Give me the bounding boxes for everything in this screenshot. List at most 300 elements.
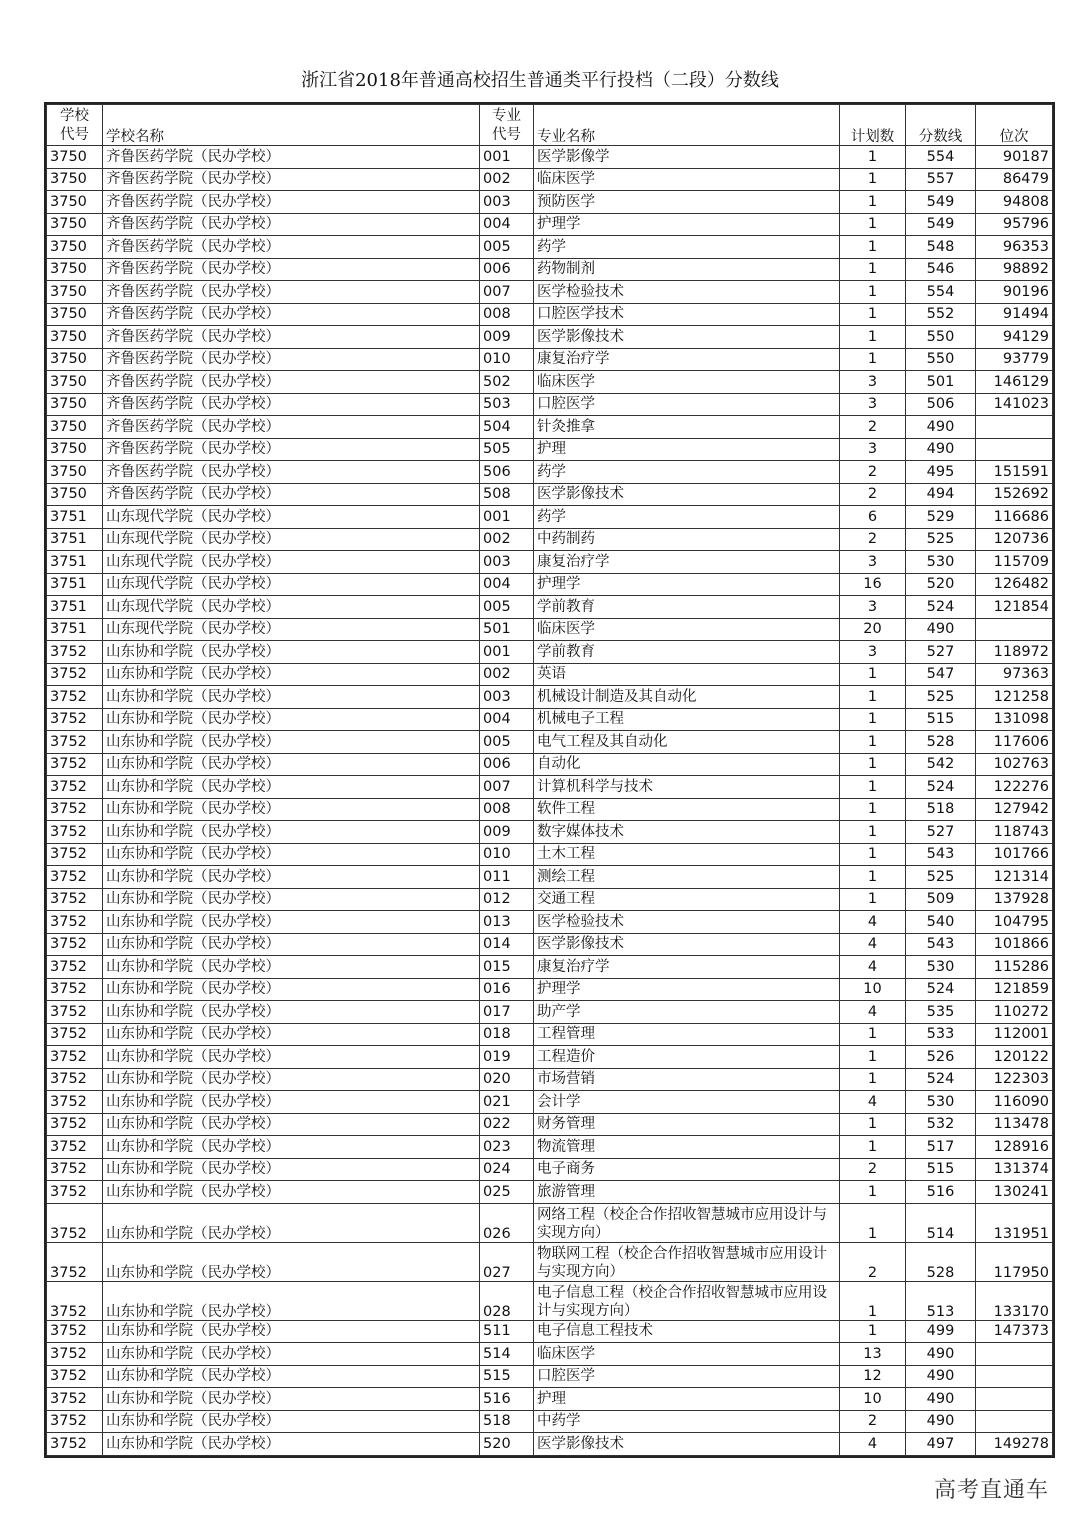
cell-score: 530 bbox=[906, 956, 976, 979]
cell-school-code: 3752 bbox=[47, 1136, 103, 1159]
cell-plan: 2 bbox=[840, 528, 906, 551]
cell-plan: 1 bbox=[840, 258, 906, 281]
cell-score: 527 bbox=[906, 641, 976, 664]
cell-school-name: 齐鲁医药学院（民办学校） bbox=[103, 168, 480, 191]
cell-plan: 1 bbox=[840, 708, 906, 731]
cell-school-code: 3752 bbox=[47, 708, 103, 731]
cell-school-name: 山东现代学院（民办学校） bbox=[103, 596, 480, 619]
cell-score: 513 bbox=[906, 1281, 976, 1320]
header-major-code: 专业 代号 bbox=[480, 105, 534, 146]
cell-school-code: 3751 bbox=[47, 528, 103, 551]
header-score: 分数线 bbox=[906, 105, 976, 146]
cell-rank: 120736 bbox=[976, 528, 1053, 551]
cell-school-name: 山东协和学院（民办学校） bbox=[103, 1113, 480, 1136]
cell-plan: 1 bbox=[840, 843, 906, 866]
cell-major-name: 数字媒体技术 bbox=[534, 821, 840, 844]
cell-major-code: 024 bbox=[480, 1158, 534, 1181]
cell-major-name: 医学影像技术 bbox=[534, 933, 840, 956]
cell-score: 501 bbox=[906, 371, 976, 394]
cell-major-name: 临床医学 bbox=[534, 618, 840, 641]
header-rank: 位次 bbox=[976, 105, 1053, 146]
table-row bbox=[47, 1023, 1053, 1046]
cell-plan: 1 bbox=[840, 753, 906, 776]
table-row bbox=[47, 146, 1053, 169]
cell-major-code: 514 bbox=[480, 1343, 534, 1366]
cell-major-code: 008 bbox=[480, 798, 534, 821]
cell-school-name: 山东协和学院（民办学校） bbox=[103, 1242, 480, 1281]
cell-rank bbox=[976, 1388, 1053, 1411]
cell-rank: 121258 bbox=[976, 686, 1053, 709]
cell-plan: 1 bbox=[840, 281, 906, 304]
table-row bbox=[47, 708, 1053, 731]
cell-school-name: 齐鲁医药学院（民办学校） bbox=[103, 281, 480, 304]
cell-school-name: 齐鲁医药学院（民办学校） bbox=[103, 258, 480, 281]
cell-major-code: 001 bbox=[480, 506, 534, 529]
cell-major-code: 006 bbox=[480, 258, 534, 281]
table-row bbox=[47, 663, 1053, 686]
cell-score: 524 bbox=[906, 1068, 976, 1091]
cell-score: 529 bbox=[906, 506, 976, 529]
cell-major-name: 计算机科学与技术 bbox=[534, 776, 840, 799]
table-row bbox=[47, 1001, 1053, 1024]
table-row bbox=[47, 956, 1053, 979]
cell-major-name: 市场营销 bbox=[534, 1068, 840, 1091]
header-major-name: 专业名称 bbox=[534, 105, 840, 146]
cell-major-name: 软件工程 bbox=[534, 798, 840, 821]
cell-rank: 130241 bbox=[976, 1181, 1053, 1204]
cell-major-name: 财务管理 bbox=[534, 1113, 840, 1136]
cell-plan: 1 bbox=[840, 213, 906, 236]
cell-school-code: 3750 bbox=[47, 326, 103, 349]
cell-school-name: 山东协和学院（民办学校） bbox=[103, 776, 480, 799]
table-row bbox=[47, 798, 1053, 821]
table-row bbox=[47, 303, 1053, 326]
cell-school-code: 3752 bbox=[47, 1343, 103, 1366]
cell-major-code: 007 bbox=[480, 281, 534, 304]
cell-major-name: 机械设计制造及其自动化 bbox=[534, 686, 840, 709]
cell-school-name: 齐鲁医药学院（民办学校） bbox=[103, 326, 480, 349]
cell-plan: 1 bbox=[840, 236, 906, 259]
cell-plan: 2 bbox=[840, 461, 906, 484]
table-row bbox=[47, 1203, 1053, 1242]
cell-plan: 1 bbox=[840, 663, 906, 686]
table-row bbox=[47, 843, 1053, 866]
cell-major-code: 021 bbox=[480, 1091, 534, 1114]
cell-score: 527 bbox=[906, 821, 976, 844]
cell-major-code: 018 bbox=[480, 1023, 534, 1046]
cell-major-name: 药学 bbox=[534, 506, 840, 529]
cell-rank: 131951 bbox=[976, 1203, 1053, 1242]
cell-school-name: 山东协和学院（民办学校） bbox=[103, 911, 480, 934]
cell-major-name: 临床医学 bbox=[534, 371, 840, 394]
cell-plan: 3 bbox=[840, 371, 906, 394]
cell-school-code: 3750 bbox=[47, 258, 103, 281]
cell-school-code: 3752 bbox=[47, 1023, 103, 1046]
cell-major-code: 501 bbox=[480, 618, 534, 641]
cell-rank: 121314 bbox=[976, 866, 1053, 889]
cell-major-code: 012 bbox=[480, 888, 534, 911]
cell-major-code: 506 bbox=[480, 461, 534, 484]
cell-school-code: 3752 bbox=[47, 1181, 103, 1204]
table-row bbox=[47, 213, 1053, 236]
cell-school-name: 齐鲁医药学院（民办学校） bbox=[103, 416, 480, 439]
cell-school-code: 3752 bbox=[47, 1410, 103, 1433]
cell-rank: 117950 bbox=[976, 1242, 1053, 1281]
cell-school-code: 3752 bbox=[47, 933, 103, 956]
cell-score: 547 bbox=[906, 663, 976, 686]
cell-score: 535 bbox=[906, 1001, 976, 1024]
cell-rank bbox=[976, 1343, 1053, 1366]
cell-score: 550 bbox=[906, 326, 976, 349]
cell-plan: 4 bbox=[840, 933, 906, 956]
cell-major-code: 027 bbox=[480, 1242, 534, 1281]
cell-major-name: 工程管理 bbox=[534, 1023, 840, 1046]
cell-plan: 2 bbox=[840, 1242, 906, 1281]
cell-school-code: 3750 bbox=[47, 416, 103, 439]
cell-plan: 1 bbox=[840, 303, 906, 326]
cell-score: 494 bbox=[906, 483, 976, 506]
cell-school-code: 3750 bbox=[47, 371, 103, 394]
cell-major-name: 测绘工程 bbox=[534, 866, 840, 889]
cell-school-name: 山东协和学院（民办学校） bbox=[103, 1388, 480, 1411]
cell-major-code: 008 bbox=[480, 303, 534, 326]
cell-school-code: 3752 bbox=[47, 1001, 103, 1024]
cell-school-name: 山东协和学院（民办学校） bbox=[103, 1091, 480, 1114]
cell-school-code: 3750 bbox=[47, 213, 103, 236]
score-table bbox=[46, 104, 1053, 1456]
cell-score: 549 bbox=[906, 213, 976, 236]
table-row bbox=[47, 573, 1053, 596]
cell-major-code: 011 bbox=[480, 866, 534, 889]
cell-school-name: 山东现代学院（民办学校） bbox=[103, 528, 480, 551]
cell-major-code: 016 bbox=[480, 978, 534, 1001]
cell-school-name: 山东协和学院（民办学校） bbox=[103, 1203, 480, 1242]
cell-school-code: 3750 bbox=[47, 168, 103, 191]
cell-major-name: 医学影像技术 bbox=[534, 1433, 840, 1456]
cell-school-name: 山东协和学院（民办学校） bbox=[103, 1023, 480, 1046]
cell-school-name: 齐鲁医药学院（民办学校） bbox=[103, 461, 480, 484]
cell-major-code: 019 bbox=[480, 1046, 534, 1069]
cell-school-code: 3750 bbox=[47, 146, 103, 169]
table-row bbox=[47, 371, 1053, 394]
cell-school-name: 齐鲁医药学院（民办学校） bbox=[103, 236, 480, 259]
table-row bbox=[47, 1068, 1053, 1091]
table-row bbox=[47, 528, 1053, 551]
cell-plan: 4 bbox=[840, 956, 906, 979]
cell-school-code: 3752 bbox=[47, 798, 103, 821]
page-title: 浙江省2018年普通高校招生普通类平行投档（二段）分数线 bbox=[301, 70, 779, 91]
cell-rank: 90196 bbox=[976, 281, 1053, 304]
cell-rank bbox=[976, 1410, 1053, 1433]
cell-major-name: 医学检验技术 bbox=[534, 911, 840, 934]
table-row bbox=[47, 1158, 1053, 1181]
cell-major-name: 物联网工程（校企合作招收智慧城市应用设计与实现方向） bbox=[534, 1242, 840, 1281]
cell-rank: 149278 bbox=[976, 1433, 1053, 1456]
cell-school-code: 3752 bbox=[47, 1113, 103, 1136]
cell-major-name: 英语 bbox=[534, 663, 840, 686]
cell-score: 497 bbox=[906, 1433, 976, 1456]
cell-score: 525 bbox=[906, 528, 976, 551]
cell-school-name: 山东协和学院（民办学校） bbox=[103, 1343, 480, 1366]
cell-plan: 1 bbox=[840, 168, 906, 191]
cell-major-code: 010 bbox=[480, 843, 534, 866]
cell-rank: 94129 bbox=[976, 326, 1053, 349]
cell-rank bbox=[976, 416, 1053, 439]
cell-major-name: 交通工程 bbox=[534, 888, 840, 911]
cell-school-code: 3752 bbox=[47, 1433, 103, 1456]
cell-score: 525 bbox=[906, 866, 976, 889]
cell-school-name: 山东协和学院（民办学校） bbox=[103, 708, 480, 731]
cell-school-name: 齐鲁医药学院（民办学校） bbox=[103, 213, 480, 236]
cell-score: 490 bbox=[906, 416, 976, 439]
cell-plan: 2 bbox=[840, 483, 906, 506]
cell-school-name: 山东协和学院（民办学校） bbox=[103, 1365, 480, 1388]
cell-major-name: 药物制剂 bbox=[534, 258, 840, 281]
cell-rank: 116090 bbox=[976, 1091, 1053, 1114]
cell-school-code: 3752 bbox=[47, 1068, 103, 1091]
cell-major-code: 014 bbox=[480, 933, 534, 956]
table-row bbox=[47, 1046, 1053, 1069]
cell-major-name: 电气工程及其自动化 bbox=[534, 731, 840, 754]
cell-school-name: 齐鲁医药学院（民办学校） bbox=[103, 483, 480, 506]
cell-rank: 90187 bbox=[976, 146, 1053, 169]
cell-major-code: 511 bbox=[480, 1320, 534, 1343]
table-row bbox=[47, 618, 1053, 641]
cell-plan: 13 bbox=[840, 1343, 906, 1366]
cell-school-name: 齐鲁医药学院（民办学校） bbox=[103, 146, 480, 169]
cell-major-code: 508 bbox=[480, 483, 534, 506]
cell-major-name: 护理学 bbox=[534, 573, 840, 596]
cell-school-code: 3750 bbox=[47, 393, 103, 416]
cell-school-code: 3752 bbox=[47, 686, 103, 709]
cell-rank: 121854 bbox=[976, 596, 1053, 619]
cell-score: 530 bbox=[906, 1091, 976, 1114]
cell-school-name: 山东现代学院（民办学校） bbox=[103, 618, 480, 641]
cell-major-code: 003 bbox=[480, 191, 534, 214]
cell-major-name: 口腔医学技术 bbox=[534, 303, 840, 326]
table-row bbox=[47, 551, 1053, 574]
cell-rank: 133170 bbox=[976, 1281, 1053, 1320]
cell-major-code: 502 bbox=[480, 371, 534, 394]
cell-major-name: 旅游管理 bbox=[534, 1181, 840, 1204]
cell-score: 515 bbox=[906, 1158, 976, 1181]
cell-school-code: 3752 bbox=[47, 843, 103, 866]
cell-major-code: 004 bbox=[480, 573, 534, 596]
cell-score: 543 bbox=[906, 843, 976, 866]
cell-school-code: 3752 bbox=[47, 1158, 103, 1181]
cell-score: 525 bbox=[906, 686, 976, 709]
cell-major-code: 006 bbox=[480, 753, 534, 776]
cell-plan: 20 bbox=[840, 618, 906, 641]
cell-major-name: 康复治疗学 bbox=[534, 551, 840, 574]
cell-rank: 117606 bbox=[976, 731, 1053, 754]
table-row bbox=[47, 1136, 1053, 1159]
cell-score: 516 bbox=[906, 1181, 976, 1204]
cell-school-code: 3750 bbox=[47, 483, 103, 506]
table-row bbox=[47, 731, 1053, 754]
cell-school-code: 3752 bbox=[47, 731, 103, 754]
cell-rank: 127942 bbox=[976, 798, 1053, 821]
cell-rank: 112001 bbox=[976, 1023, 1053, 1046]
cell-score: 495 bbox=[906, 461, 976, 484]
cell-major-name: 临床医学 bbox=[534, 168, 840, 191]
table-row bbox=[47, 416, 1053, 439]
cell-rank: 137928 bbox=[976, 888, 1053, 911]
cell-major-name: 临床医学 bbox=[534, 1343, 840, 1366]
cell-school-code: 3752 bbox=[47, 866, 103, 889]
cell-plan: 3 bbox=[840, 596, 906, 619]
cell-score: 549 bbox=[906, 191, 976, 214]
cell-plan: 3 bbox=[840, 393, 906, 416]
cell-school-name: 山东协和学院（民办学校） bbox=[103, 798, 480, 821]
table-row bbox=[47, 888, 1053, 911]
cell-school-code: 3750 bbox=[47, 281, 103, 304]
cell-school-name: 齐鲁医药学院（民办学校） bbox=[103, 303, 480, 326]
cell-plan: 1 bbox=[840, 866, 906, 889]
cell-major-code: 015 bbox=[480, 956, 534, 979]
cell-rank: 93779 bbox=[976, 348, 1053, 371]
cell-major-name: 医学检验技术 bbox=[534, 281, 840, 304]
cell-score: 546 bbox=[906, 258, 976, 281]
cell-major-name: 电子商务 bbox=[534, 1158, 840, 1181]
cell-major-name: 会计学 bbox=[534, 1091, 840, 1114]
cell-major-name: 口腔医学 bbox=[534, 1365, 840, 1388]
cell-school-code: 3750 bbox=[47, 461, 103, 484]
cell-major-code: 028 bbox=[480, 1281, 534, 1320]
cell-major-name: 康复治疗学 bbox=[534, 956, 840, 979]
cell-major-name: 护理 bbox=[534, 1388, 840, 1411]
cell-rank bbox=[976, 1365, 1053, 1388]
table-row bbox=[47, 326, 1053, 349]
table-row bbox=[47, 1365, 1053, 1388]
cell-score: 490 bbox=[906, 438, 976, 461]
cell-plan: 1 bbox=[840, 1320, 906, 1343]
cell-school-code: 3752 bbox=[47, 1388, 103, 1411]
cell-school-code: 3750 bbox=[47, 191, 103, 214]
cell-major-name: 工程造价 bbox=[534, 1046, 840, 1069]
cell-rank: 91494 bbox=[976, 303, 1053, 326]
cell-score: 490 bbox=[906, 1410, 976, 1433]
cell-major-code: 010 bbox=[480, 348, 534, 371]
cell-rank: 96353 bbox=[976, 236, 1053, 259]
cell-rank: 152692 bbox=[976, 483, 1053, 506]
cell-plan: 1 bbox=[840, 1181, 906, 1204]
table-row bbox=[47, 1388, 1053, 1411]
cell-major-name: 康复治疗学 bbox=[534, 348, 840, 371]
cell-score: 542 bbox=[906, 753, 976, 776]
table-row bbox=[47, 483, 1053, 506]
cell-school-name: 齐鲁医药学院（民办学校） bbox=[103, 371, 480, 394]
cell-major-code: 005 bbox=[480, 731, 534, 754]
cell-rank: 101866 bbox=[976, 933, 1053, 956]
cell-major-code: 001 bbox=[480, 146, 534, 169]
cell-major-code: 515 bbox=[480, 1365, 534, 1388]
cell-school-code: 3752 bbox=[47, 1365, 103, 1388]
cell-rank: 104795 bbox=[976, 911, 1053, 934]
cell-major-code: 002 bbox=[480, 663, 534, 686]
cell-major-code: 009 bbox=[480, 821, 534, 844]
cell-major-name: 医学影像技术 bbox=[534, 483, 840, 506]
cell-major-code: 004 bbox=[480, 213, 534, 236]
cell-major-name: 药学 bbox=[534, 461, 840, 484]
cell-plan: 1 bbox=[840, 686, 906, 709]
cell-plan: 1 bbox=[840, 1113, 906, 1136]
table-row bbox=[47, 978, 1053, 1001]
header-school-code: 学校 代号 bbox=[47, 105, 103, 146]
cell-rank: 102763 bbox=[976, 753, 1053, 776]
cell-score: 548 bbox=[906, 236, 976, 259]
cell-school-code: 3752 bbox=[47, 1046, 103, 1069]
cell-rank: 151591 bbox=[976, 461, 1053, 484]
table-row bbox=[47, 1433, 1053, 1456]
table-row bbox=[47, 461, 1053, 484]
cell-score: 526 bbox=[906, 1046, 976, 1069]
table-row bbox=[47, 438, 1053, 461]
cell-score: 509 bbox=[906, 888, 976, 911]
cell-score: 543 bbox=[906, 933, 976, 956]
cell-score: 490 bbox=[906, 1388, 976, 1411]
cell-major-code: 002 bbox=[480, 528, 534, 551]
cell-score: 554 bbox=[906, 146, 976, 169]
cell-rank: 97363 bbox=[976, 663, 1053, 686]
cell-school-name: 山东协和学院（民办学校） bbox=[103, 956, 480, 979]
cell-major-code: 023 bbox=[480, 1136, 534, 1159]
cell-school-code: 3751 bbox=[47, 573, 103, 596]
cell-score: 517 bbox=[906, 1136, 976, 1159]
cell-plan: 2 bbox=[840, 1410, 906, 1433]
cell-major-code: 026 bbox=[480, 1203, 534, 1242]
cell-plan: 1 bbox=[840, 821, 906, 844]
cell-school-code: 3752 bbox=[47, 753, 103, 776]
cell-major-code: 516 bbox=[480, 1388, 534, 1411]
header-row bbox=[47, 105, 1053, 146]
cell-score: 533 bbox=[906, 1023, 976, 1046]
cell-score: 532 bbox=[906, 1113, 976, 1136]
cell-score: 520 bbox=[906, 573, 976, 596]
cell-major-code: 020 bbox=[480, 1068, 534, 1091]
cell-school-name: 山东协和学院（民办学校） bbox=[103, 753, 480, 776]
table-row bbox=[47, 1091, 1053, 1114]
cell-score: 554 bbox=[906, 281, 976, 304]
cell-plan: 10 bbox=[840, 978, 906, 1001]
cell-rank bbox=[976, 438, 1053, 461]
cell-plan: 4 bbox=[840, 911, 906, 934]
header-school-name: 学校名称 bbox=[103, 105, 480, 146]
cell-major-name: 口腔医学 bbox=[534, 393, 840, 416]
cell-school-name: 山东协和学院（民办学校） bbox=[103, 1320, 480, 1343]
cell-major-name: 电子信息工程（校企合作招收智慧城市应用设计与实现方向） bbox=[534, 1281, 840, 1320]
cell-school-name: 山东协和学院（民办学校） bbox=[103, 843, 480, 866]
table-row bbox=[47, 1281, 1053, 1320]
cell-major-code: 005 bbox=[480, 236, 534, 259]
table-row bbox=[47, 641, 1053, 664]
table-row bbox=[47, 236, 1053, 259]
table-row bbox=[47, 866, 1053, 889]
cell-major-code: 007 bbox=[480, 776, 534, 799]
cell-school-name: 山东协和学院（民办学校） bbox=[103, 978, 480, 1001]
cell-school-name: 山东协和学院（民办学校） bbox=[103, 1046, 480, 1069]
cell-school-name: 山东协和学院（民办学校） bbox=[103, 1158, 480, 1181]
cell-major-code: 503 bbox=[480, 393, 534, 416]
cell-rank: 116686 bbox=[976, 506, 1053, 529]
cell-rank: 110272 bbox=[976, 1001, 1053, 1024]
cell-school-code: 3752 bbox=[47, 1242, 103, 1281]
table-row bbox=[47, 1181, 1053, 1204]
table-row bbox=[47, 911, 1053, 934]
table-row bbox=[47, 1113, 1053, 1136]
cell-major-name: 学前教育 bbox=[534, 596, 840, 619]
table-row bbox=[47, 933, 1053, 956]
